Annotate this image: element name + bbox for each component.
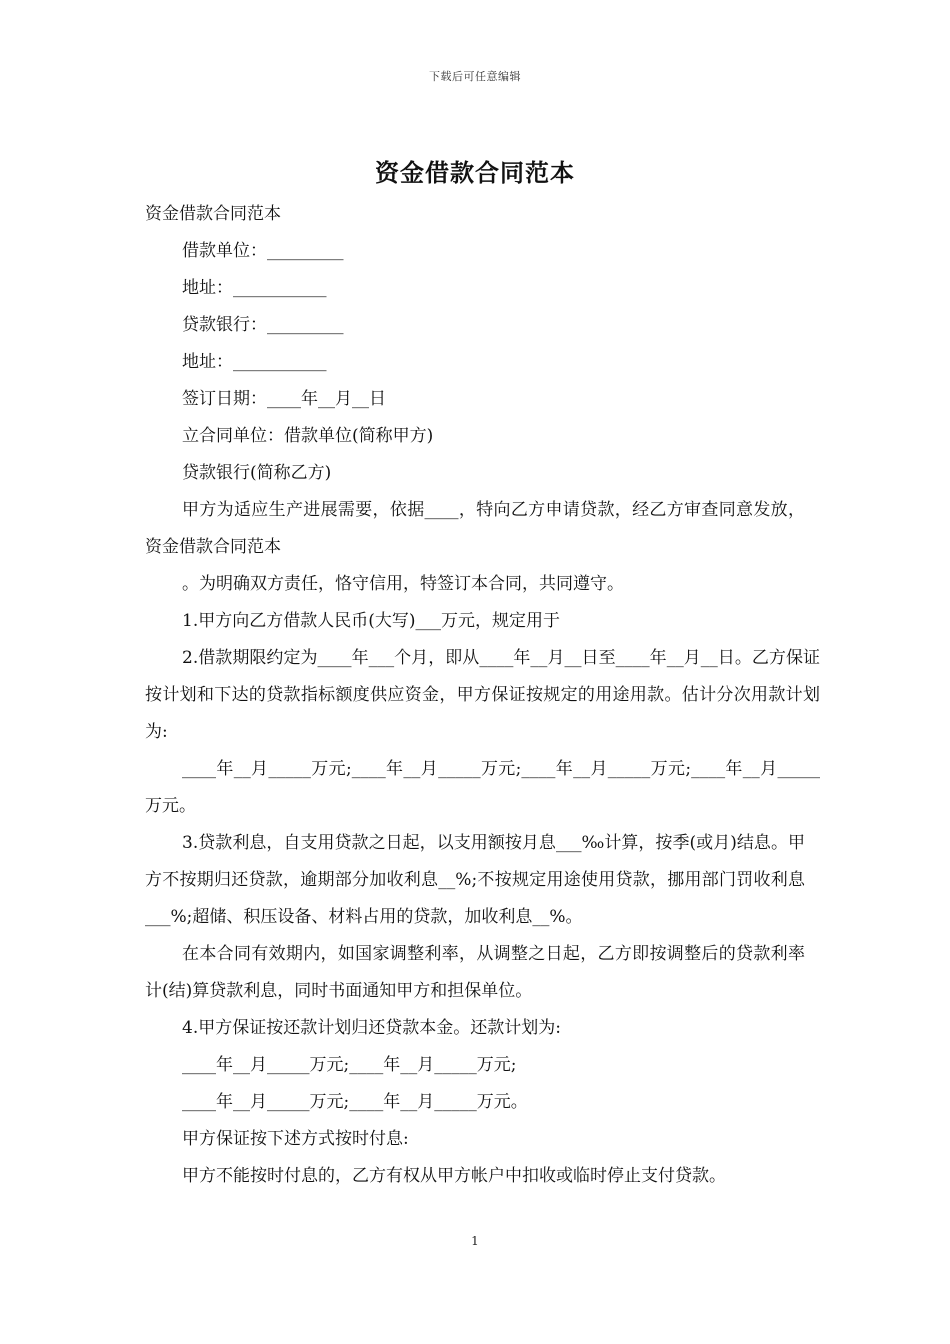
field-lender-bank: 贷款银行：_________ — [182, 315, 344, 335]
field-borrower: 借款单位：_________ — [182, 241, 344, 261]
document-body — [145, 196, 820, 1195]
paragraph: 立合同单位：借款单位(简称甲方) — [182, 426, 434, 446]
field-borrower-address: 地址：___________ — [182, 278, 327, 298]
paragraph: 在本合同有效期内，如国家调整利率，从调整之日起，乙方即按调整后的贷款利率计(结)算贷款利息，同时书面通知甲方和担保单位。 — [145, 944, 805, 1001]
clause-2: 2.借款期限约定为____年___个月，即从____年__月__日至____年__月__日。乙方保证按计划和下达的贷款指标额度供应资金，甲方保证按规定的用途用款。估计分次用款计划为: — [145, 648, 820, 742]
paragraph: 甲方不能按时付息的，乙方有权从甲方帐户中扣收或临时停止支付贷款。 — [182, 1166, 726, 1186]
paragraph: 贷款银行(简称乙方) — [182, 463, 332, 483]
page-header: 下载后可任意编辑 — [429, 70, 521, 83]
paragraph: 资金借款合同范本 — [145, 204, 281, 224]
clause-1: 1.甲方向乙方借款人民币(大写)___万元，规定用于 — [182, 611, 560, 631]
clause-3: 3.贷款利息，自支用贷款之日起，以支用额按月息___‰计算，按季(或月)结息。甲方不按期归还贷款，逾期部分加收利息__%;不按规定用途使用贷款，挪用部门罚收利息___%;超储、积压设备、材料占用的贷款，加收利息__%。 — [145, 833, 805, 927]
field-lender-address: 地址：___________ — [182, 352, 327, 372]
paragraph: 甲方保证按下述方式按时付息: — [182, 1129, 409, 1149]
page-number: 1 — [471, 1234, 479, 1248]
repayment-plan-line: ____年__月_____万元;____年__月_____万元。 — [182, 1092, 528, 1112]
repayment-plan-line: ____年__月_____万元;____年__月_____万元; — [182, 1055, 517, 1075]
usage-plan: ____年__月_____万元;____年__月_____万元;____年__月_____万元;____年__月_____万元。 — [145, 759, 820, 816]
field-sign-date: 签订日期：____年__月__日 — [182, 389, 386, 409]
paragraph: 。为明确双方责任，恪守信用，特签订本合同，共同遵守。 — [182, 574, 624, 594]
clause-4: 4.甲方保证按还款计划归还贷款本金。还款计划为: — [182, 1018, 561, 1038]
document-title: 资金借款合同范本 — [375, 158, 575, 187]
paragraph: 甲方为适应生产进展需要，依据____，特向乙方申请贷款，经乙方审查同意发放，资金借款合同范本 — [145, 500, 805, 557]
